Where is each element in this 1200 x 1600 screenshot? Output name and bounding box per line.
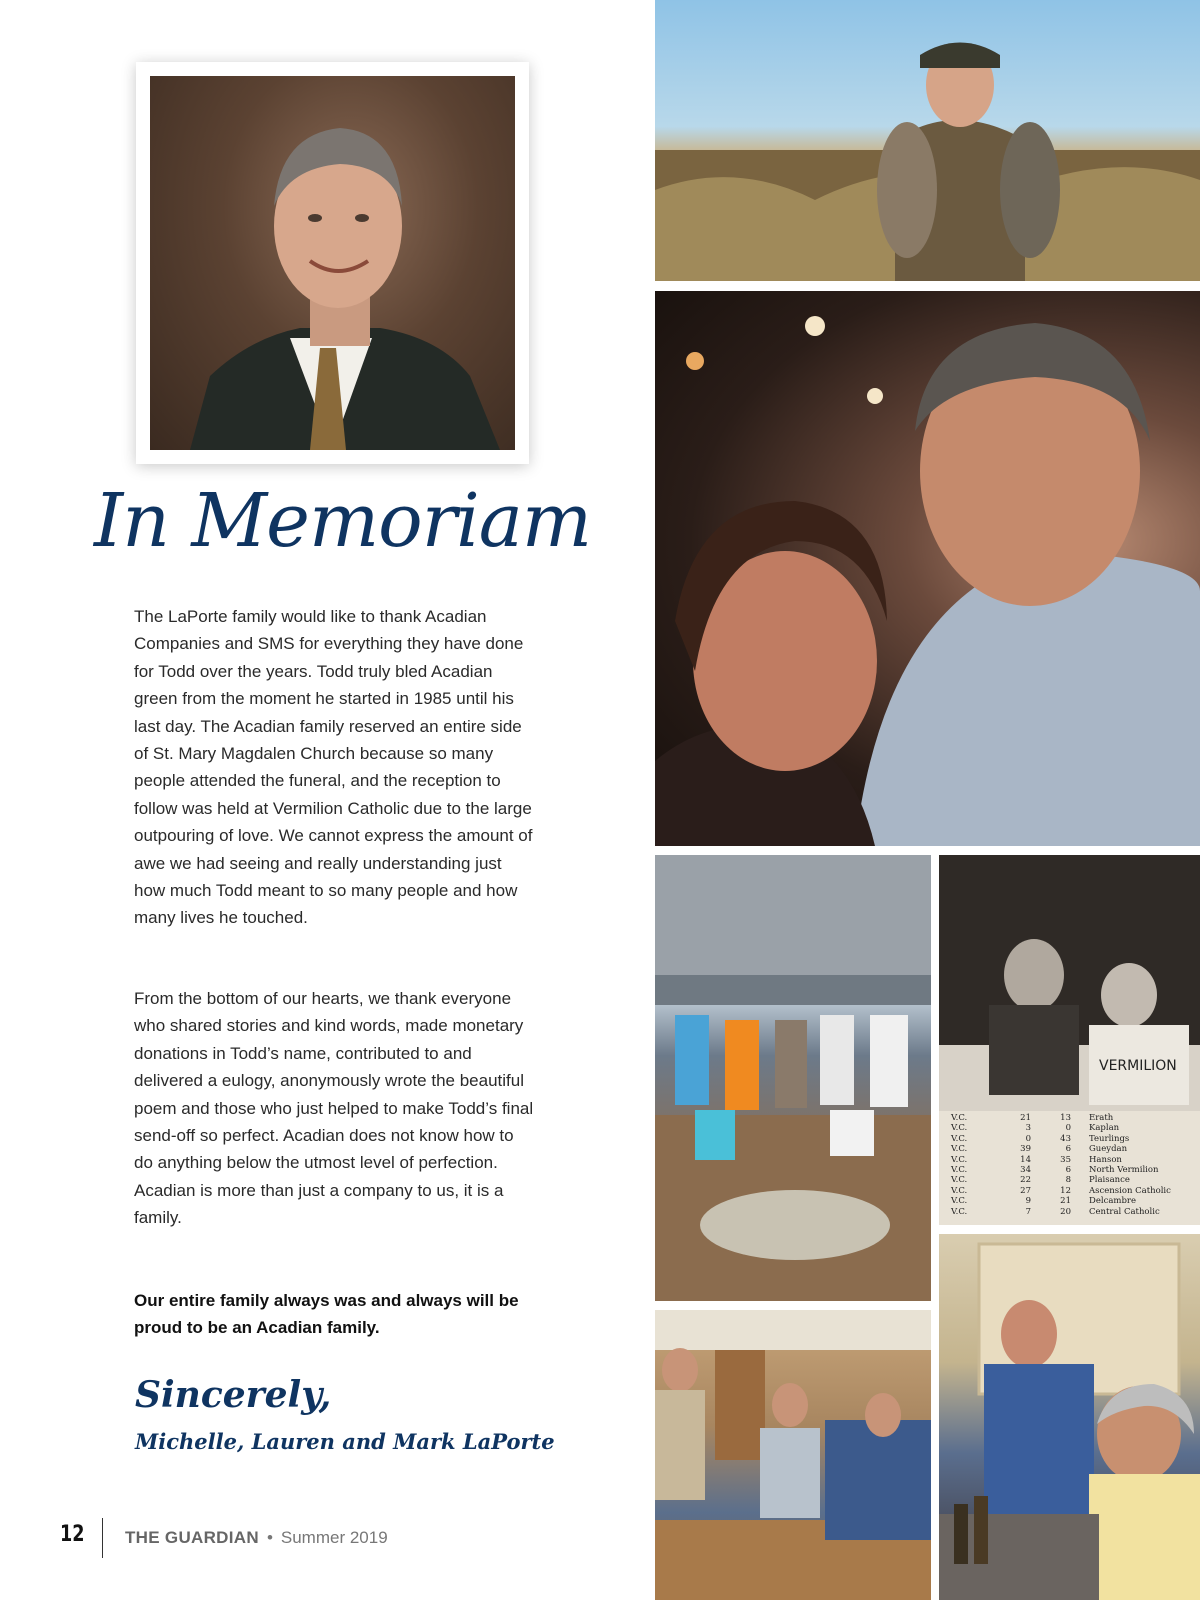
score-row: V.C. 9 21 Delcambre — [951, 1196, 1136, 1207]
score-row: V.C. 7 20 Central Catholic — [951, 1206, 1160, 1217]
couple-scene — [655, 291, 1200, 846]
article-paragraph-2: From the bottom of our hearts, we thank everyone who shared stories and kind words, made monetary donations in Todd’s name, contributed to and delivered a eulogy, anonymously wrote the beautiful poem and those who just helped to make Todd’s final send-off so perfect. Acadian does not know how to do anything below the utmost level of perfection. Acadian is more than just a company to us, it is a family. — [134, 989, 534, 1228]
portrait-frame — [136, 62, 529, 464]
photo-kitchen — [939, 1234, 1200, 1600]
page-number: 12 — [60, 1522, 85, 1547]
portrait-photo — [150, 76, 515, 450]
score-row: V.C. 14 35 Hanson — [951, 1154, 1122, 1165]
footer-divider — [102, 1518, 103, 1558]
publication-line — [125, 1528, 388, 1548]
kitchen-scene — [939, 1234, 1200, 1600]
yearbook-scene — [939, 855, 1200, 1111]
lounge-scene — [655, 1310, 931, 1600]
signers: Michelle, Lauren and Mark LaPorte — [135, 1429, 555, 1454]
score-row: V.C. 39 6 Gueydan — [951, 1144, 1128, 1155]
portrait-figure — [150, 76, 515, 450]
score-row: V.C. 0 43 Teurlings — [951, 1133, 1130, 1144]
photo-duck-hunting — [655, 0, 1200, 281]
closing-salutation: Sincerely, — [135, 1374, 332, 1416]
page-footer — [60, 1518, 560, 1558]
hunting-scene — [655, 0, 1200, 281]
photo-yearbook — [939, 855, 1200, 1225]
score-row: V.C. 27 12 Ascension Catholic — [951, 1185, 1171, 1196]
photo-fishing-group — [655, 855, 931, 1301]
photo-couple — [655, 291, 1200, 846]
score-row: V.C. 21 13 Erath — [951, 1113, 1114, 1123]
page-title: In Memoriam — [94, 478, 592, 564]
fishing-scene — [655, 855, 931, 1301]
article-paragraph-1: The LaPorte family would like to thank Acadian Companies and SMS for everything they have done for Todd over the years. Todd truly bled Acadian green from the moment he started in 1985 until his last day. The Acadian family reserved an entire side of St. Mary Magdalen Church because so many people attended the funeral, and the reception to follow was held at Vermilion Catholic due to the large outpouring of love. We cannot express the amount of awe we had seeing and really understanding just how much Todd meant to so many people and how many lives he touched. — [134, 607, 533, 928]
issue-label: Summer 2019 — [280, 1528, 388, 1547]
photo-lounge — [655, 1310, 931, 1600]
score-row: V.C. 22 8 Plaisance — [951, 1175, 1130, 1186]
score-row: V.C. 3 0 Kaplan — [951, 1123, 1120, 1134]
article-paragraph-3: Our entire family always was and always will be proud to be an Acadian family. — [134, 1291, 519, 1338]
separator-dot: • — [266, 1528, 273, 1547]
yearbook-scores — [951, 1113, 1191, 1217]
score-row: V.C. 34 6 North Vermilion — [951, 1165, 1159, 1176]
publication-name: THE GUARDIAN — [125, 1528, 259, 1547]
jersey-text: VERMILION — [1099, 1058, 1177, 1074]
